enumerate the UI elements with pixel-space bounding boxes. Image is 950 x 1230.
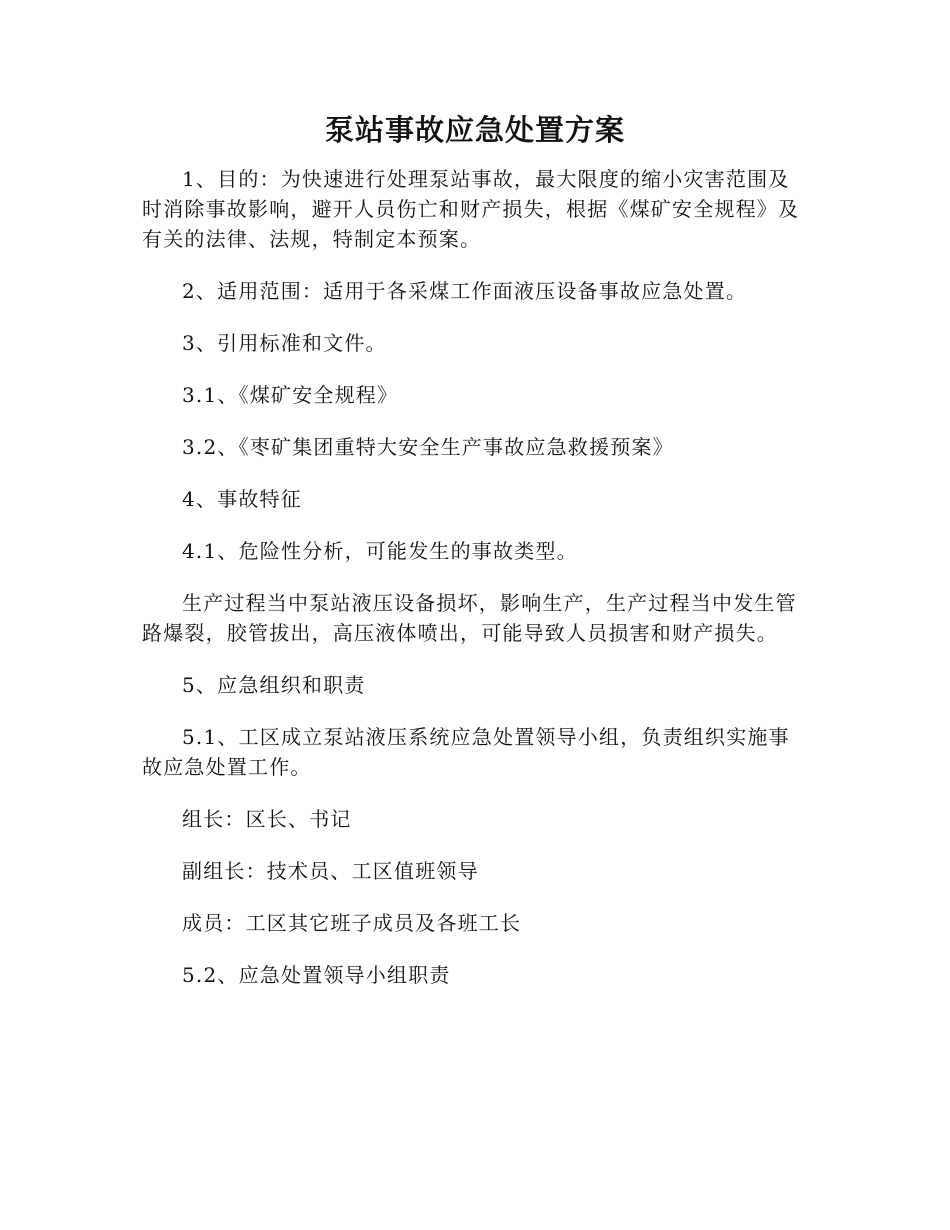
paragraph-reference-3-2: 3.2、《枣矿集团重特大安全生产事故应急救援预案》: [182, 435, 674, 459]
paragraph-risk-description: 生产过程当中泵站液压设备损坏，影响生产，生产过程当中发生管路爆裂，胶管拔出，高压液体喷出，可能导致人员损害和财产损失。: [142, 591, 797, 645]
paragraph-deputy-leader: 副组长：技术员、工区值班领导: [182, 859, 479, 883]
paragraph-reference-3-1: 3.1、《煤矿安全规程》: [182, 383, 399, 407]
document-title: 泵站事故应急处置方案: [324, 113, 625, 147]
paragraph-references: 3、引用标准和文件。: [182, 331, 387, 355]
paragraph-group-leader: 组长：区长、书记: [182, 807, 352, 831]
paragraph-organization: 5、应急组织和职责: [182, 673, 366, 697]
paragraph-members: 成员：工区其它班子成员及各班工长: [182, 911, 522, 935]
paragraph-accident-features: 4、事故特征: [182, 487, 302, 511]
paragraph-scope: 2、适用范围：适用于各采煤工作面液压设备事故应急处置。: [182, 279, 748, 303]
paragraph-risk-analysis: 4.1、危险性分析，可能发生的事故类型。: [182, 539, 578, 563]
paragraph-group-duties: 5.2、应急处置领导小组职责: [182, 963, 451, 987]
paragraph-purpose: 1、目的：为快速进行处理泵站事故，最大限度的缩小灾害范围及时消除事故影响，避开人员伤亡和财产损失，根据《煤矿安全规程》及有关的法律、法规，特制定本预案。: [142, 167, 800, 251]
paragraph-leadership-group: 5.1、工区成立泵站液压系统应急处置领导小组，负责组织实施事故应急处置工作。: [142, 725, 790, 779]
